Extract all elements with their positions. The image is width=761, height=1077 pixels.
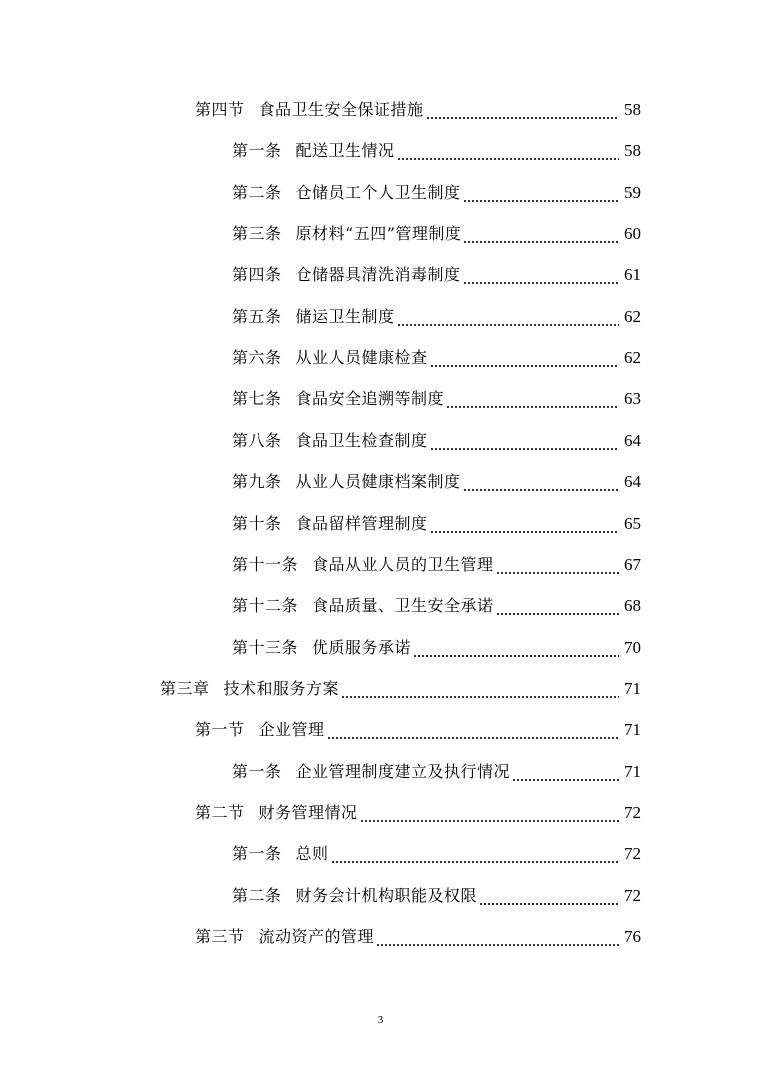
toc-entry-page-number: 68 (624, 596, 641, 616)
toc-entry-title: 食品留样管理制度 (295, 513, 428, 533)
toc-entry[interactable] (232, 261, 641, 285)
toc-entry-label: 第一条 (232, 141, 282, 161)
dot-leader (496, 596, 619, 616)
dot-leader (360, 803, 619, 823)
toc-entry[interactable] (195, 799, 641, 823)
toc-entry-title: 原材料“五四”管理制度 (295, 224, 462, 244)
toc-entry[interactable] (232, 840, 641, 864)
toc-entry-label: 第十一条 (232, 554, 299, 574)
toc-entry[interactable] (232, 344, 641, 368)
dot-leader (463, 224, 619, 244)
toc-entry-page-number: 67 (624, 554, 641, 574)
toc-entry-page-number: 72 (624, 802, 641, 822)
toc-entry-page-number: 65 (624, 513, 641, 533)
dot-leader (463, 472, 619, 492)
toc-entry-page-number: 62 (624, 348, 641, 368)
toc-entry-title: 流动资产的管理 (258, 927, 375, 946)
dot-leader (426, 100, 619, 120)
toc-entry-label: 第十条 (232, 513, 282, 533)
toc-entry-title: 配送卫生情况 (295, 141, 395, 161)
toc-entry-title: 食品卫生安全保证措施 (258, 100, 424, 119)
toc-entry-page-number: 59 (624, 182, 641, 202)
toc-entry[interactable] (195, 96, 641, 120)
toc-entry[interactable] (232, 882, 641, 906)
toc-entry[interactable] (232, 179, 641, 203)
toc-entry-label: 第二节 (195, 802, 245, 822)
toc-entry[interactable] (232, 758, 641, 782)
dot-leader (512, 762, 619, 782)
dot-leader (331, 844, 619, 864)
toc-entry-page-number: 62 (624, 306, 641, 326)
toc-entry-label: 第九条 (232, 472, 282, 492)
toc-entry[interactable] (232, 137, 641, 161)
toc-entry[interactable] (195, 923, 641, 947)
toc-entry-label: 第十三条 (232, 637, 299, 657)
toc-entry-title: 企业管理制度建立及执行情况 (295, 761, 511, 781)
toc-entry-title: 食品安全追溯等制度 (295, 389, 445, 409)
toc-entry-page-number: 60 (624, 224, 641, 244)
toc-entry[interactable] (195, 716, 641, 740)
toc-entry-label: 第三条 (232, 224, 282, 244)
toc-entry[interactable] (232, 427, 641, 451)
toc-entry-page-number: 61 (624, 265, 641, 285)
toc-entry-page-number: 71 (624, 761, 641, 781)
toc-entry-label: 第三节 (195, 927, 245, 946)
toc-entry[interactable] (232, 551, 641, 575)
dot-leader (413, 638, 619, 658)
dot-leader (397, 307, 619, 327)
toc-entry-page-number: 70 (624, 637, 641, 657)
dot-leader (430, 348, 619, 368)
toc-entry-label: 第一节 (195, 720, 245, 740)
page-number: 3 (377, 1014, 384, 1026)
toc-entry[interactable] (232, 220, 641, 244)
toc-entry-label: 第二条 (232, 182, 282, 202)
toc-entry-label: 第一条 (232, 844, 282, 864)
toc-entry-title: 企业管理 (258, 720, 325, 740)
toc-entry-label: 第四节 (195, 100, 245, 119)
dot-leader (463, 183, 619, 203)
toc-entry[interactable] (232, 634, 641, 658)
toc-entry-page-number: 64 (624, 430, 641, 450)
toc-entry-title: 总则 (295, 844, 329, 864)
toc-entry-page-number: 76 (624, 927, 641, 946)
toc-entry[interactable] (232, 592, 641, 616)
dot-leader (327, 720, 619, 740)
toc-entry-title: 优质服务承诺 (312, 637, 412, 657)
toc-entry-title: 食品卫生检查制度 (295, 430, 428, 450)
toc-entry-title: 技术和服务方案 (223, 678, 340, 698)
toc-entry-label: 第六条 (232, 348, 282, 368)
toc-entry[interactable] (232, 510, 641, 534)
dot-leader (397, 141, 619, 161)
toc-entry-page-number: 58 (624, 141, 641, 161)
dot-leader (446, 389, 619, 409)
toc-entry-page-number: 71 (624, 678, 641, 698)
dot-leader (430, 431, 619, 451)
toc-entry-label: 第七条 (232, 389, 282, 409)
dot-leader (496, 555, 619, 575)
dot-leader (479, 886, 619, 906)
toc-entry-title: 食品从业人员的卫生管理 (312, 554, 494, 574)
toc-entry-label: 第四条 (232, 265, 282, 285)
dot-leader (430, 514, 619, 534)
dot-leader (376, 927, 619, 947)
toc-entry-title: 财务管理情况 (258, 802, 358, 822)
toc-entry-label: 第八条 (232, 430, 282, 450)
toc-entry-title: 食品质量、卫生安全承诺 (312, 596, 494, 616)
toc-entry-title: 财务会计机构职能及权限 (295, 885, 478, 905)
toc-entry[interactable] (232, 385, 641, 409)
toc-entry-title: 仓储器具清洗消毒制度 (295, 265, 461, 285)
toc-entry-page-number: 72 (624, 885, 641, 905)
toc-entry-label: 第三章 (160, 678, 210, 698)
toc-entry[interactable] (160, 675, 641, 699)
dot-leader (463, 265, 619, 285)
toc-entry-label: 第一条 (232, 761, 282, 781)
toc-entry-title: 从业人员健康检查 (295, 348, 428, 368)
toc-entry-label: 第十二条 (232, 596, 299, 616)
dot-leader (341, 679, 619, 699)
toc-entry-page-number: 72 (624, 844, 641, 864)
toc-entry-page-number: 64 (624, 472, 641, 492)
toc-entry-label: 第二条 (232, 885, 282, 905)
toc-entry-page-number: 63 (624, 389, 641, 409)
toc-entry[interactable] (232, 303, 641, 327)
toc-entry-page-number: 58 (624, 100, 641, 119)
toc-entry-title: 储运卫生制度 (295, 306, 395, 326)
toc-entry-label: 第五条 (232, 306, 282, 326)
toc-entry-page-number: 71 (624, 720, 641, 740)
toc-entry[interactable] (232, 468, 641, 492)
toc-entry-title: 仓储员工个人卫生制度 (295, 182, 461, 202)
toc-entry-title: 从业人员健康档案制度 (295, 472, 461, 492)
